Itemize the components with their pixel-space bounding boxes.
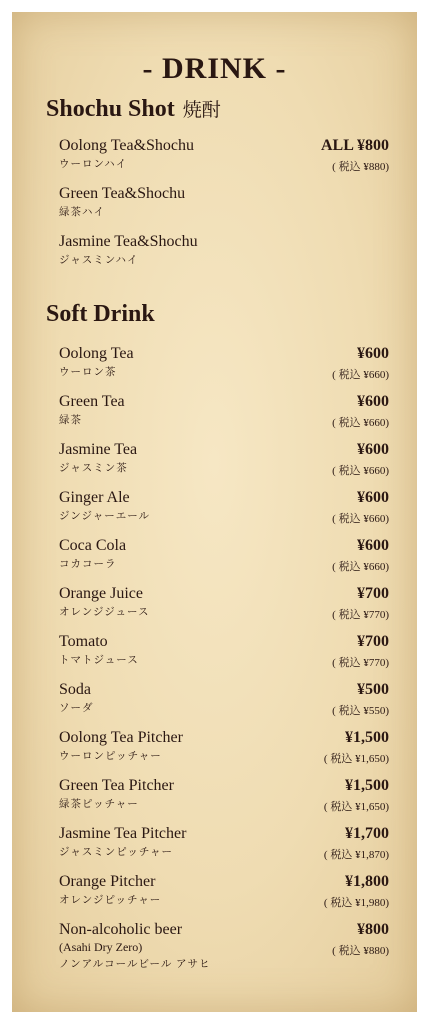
item-price: ¥600 xyxy=(357,345,389,362)
item-name: Jasmine Tea&Shochu xyxy=(59,233,198,250)
item-name-jp: ジャスミン茶 xyxy=(59,463,128,474)
item-price: ¥800 xyxy=(357,921,389,938)
item-price-tax: ( 税込 ¥770) xyxy=(332,609,389,621)
menu-paper xyxy=(12,12,417,1012)
item-price-tax: ( 税込 ¥660) xyxy=(332,513,389,525)
item-price-tax: ( 税込 ¥770) xyxy=(332,657,389,669)
item-name-jp: ウーロンピッチャー xyxy=(59,751,162,762)
item-price: ¥1,500 xyxy=(345,729,389,746)
menu-item-orange-pitcher xyxy=(59,873,389,908)
item-name: Green Tea xyxy=(59,393,125,410)
item-price: ¥1,700 xyxy=(345,825,389,842)
item-name: Green Tea&Shochu xyxy=(59,185,186,202)
item-price: ¥600 xyxy=(357,489,389,506)
item-name-jp: コカコーラ xyxy=(59,559,117,570)
item-name: Orange Juice xyxy=(59,585,143,602)
item-name: Oolong Tea Pitcher xyxy=(59,729,183,746)
item-name: Coca Cola xyxy=(59,537,127,554)
item-name: Soda xyxy=(59,681,91,698)
item-price-tax: ( 税込 ¥880) xyxy=(332,945,389,957)
item-name-jp: ノンアルコールビール アサヒ xyxy=(59,959,211,970)
item-name: Oolong Tea xyxy=(59,345,134,362)
item-price-tax: ( 税込 ¥880) xyxy=(332,161,389,173)
item-price: ¥1,800 xyxy=(345,873,389,890)
section-heading-shochu-en: Shochu Shot xyxy=(46,96,175,122)
item-name-jp: ウーロン茶 xyxy=(59,367,117,378)
item-price-tax: ( 税込 ¥1,870) xyxy=(323,849,389,861)
item-price-tax: ( 税込 ¥550) xyxy=(332,705,389,717)
menu-title: - DRINK - xyxy=(142,52,287,85)
item-price-tax: ( 税込 ¥1,650) xyxy=(323,801,389,813)
item-name: Ginger Ale xyxy=(59,489,130,506)
item-price-tax: ( 税込 ¥660) xyxy=(332,417,389,429)
item-name: Jasmine Tea Pitcher xyxy=(59,825,187,842)
menu-item-orange-juice xyxy=(59,585,389,620)
item-price: ¥700 xyxy=(357,633,389,650)
item-name: Non-alcoholic beer xyxy=(59,921,183,938)
item-name: Tomato xyxy=(59,633,108,650)
item-price-tax: ( 税込 ¥1,650) xyxy=(323,753,389,765)
item-name: Green Tea Pitcher xyxy=(59,777,174,794)
menu-item-tomato xyxy=(59,633,389,668)
item-name-jp: ジンジャーエール xyxy=(59,511,151,522)
item-price-tax: ( 税込 ¥660) xyxy=(332,561,389,573)
item-name-jp: ジャスミンピッチャー xyxy=(59,847,174,858)
menu-item-non-alcoholic-beer xyxy=(59,921,389,972)
menu-item-green-tea xyxy=(59,393,389,428)
menu-item-soda xyxy=(59,681,389,716)
menu-item-ginger-ale xyxy=(59,489,389,524)
section-heading-shochu xyxy=(46,95,221,123)
item-price: ¥500 xyxy=(357,681,389,698)
item-name-jp: オレンジジュース xyxy=(59,607,150,618)
item-price: ¥600 xyxy=(357,441,389,458)
item-name: Orange Pitcher xyxy=(59,873,156,890)
menu-item-jasmine-tea-pitcher xyxy=(59,825,389,860)
menu-item-oolong-tea-shochu xyxy=(59,137,389,172)
menu-item-coca-cola xyxy=(59,537,389,572)
item-subtitle: (Asahi Dry Zero) xyxy=(59,940,143,954)
menu-item-oolong-tea-pitcher xyxy=(59,729,389,764)
item-name-jp: 緑茶ピッチャー xyxy=(59,799,139,810)
section-heading-soft-drink: Soft Drink xyxy=(46,301,155,327)
item-name: Oolong Tea&Shochu xyxy=(59,137,195,154)
menu-item-green-tea-pitcher xyxy=(59,777,389,812)
item-name-jp: トマトジュース xyxy=(59,655,139,666)
item-price: ALL ¥800 xyxy=(320,137,389,154)
item-price: ¥600 xyxy=(357,537,389,554)
item-price-tax: ( 税込 ¥660) xyxy=(332,369,389,381)
item-name-jp: ジャスミンハイ xyxy=(59,255,139,266)
menu-item-green-tea-shochu xyxy=(59,185,389,220)
item-name-jp: ウーロンハイ xyxy=(59,159,128,170)
item-name-jp: ソーダ xyxy=(59,703,94,714)
item-price: ¥1,500 xyxy=(345,777,389,794)
menu-item-oolong-tea xyxy=(59,345,389,380)
menu-item-jasmine-tea-shochu xyxy=(59,233,389,268)
menu-item-jasmine-tea xyxy=(59,441,389,476)
item-name-jp: 緑茶 xyxy=(59,415,82,426)
item-name: Jasmine Tea xyxy=(59,441,138,458)
item-price-tax: ( 税込 ¥1,980) xyxy=(323,897,389,909)
item-price: ¥700 xyxy=(357,585,389,602)
item-price-tax: ( 税込 ¥660) xyxy=(332,465,389,477)
section-heading-shochu-jp: 焼酎 xyxy=(182,100,221,121)
item-name-jp: オレンジピッチャー xyxy=(59,895,162,906)
item-price: ¥600 xyxy=(357,393,389,410)
item-name-jp: 緑茶ハイ xyxy=(59,207,105,218)
